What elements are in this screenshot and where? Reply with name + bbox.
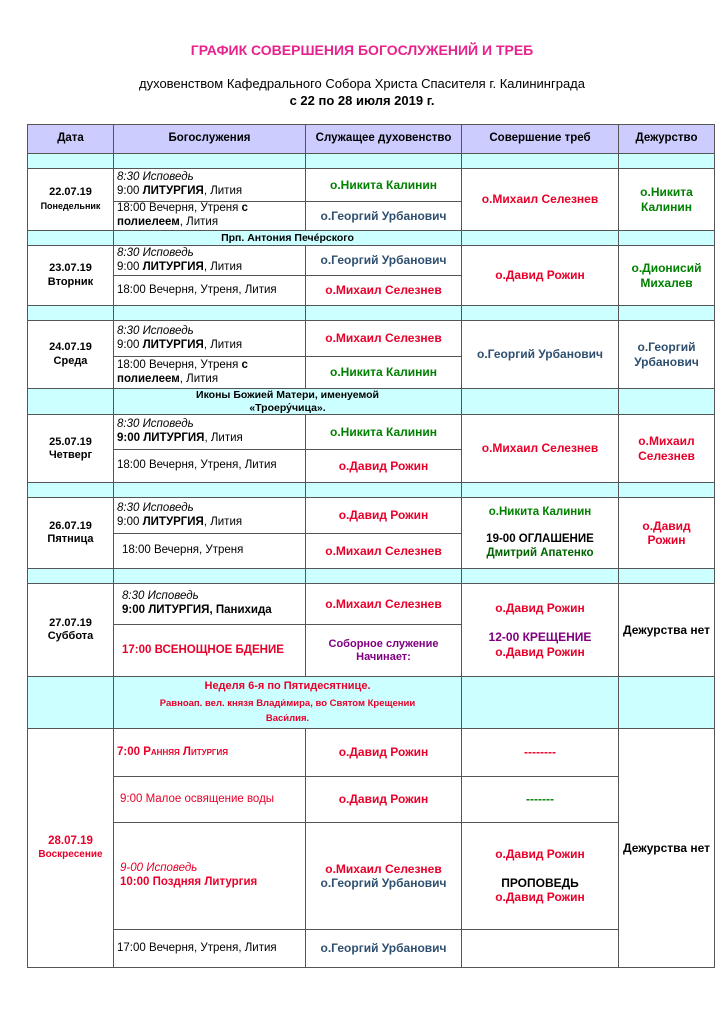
clergy-cell: Соборное служение Начинает:	[306, 625, 462, 677]
table-row	[28, 415, 715, 450]
page-period: с 22 по 28 июля 2019 г.	[289, 93, 435, 108]
clergy-cell: о.Михаил Селезнев	[306, 321, 462, 357]
date-cell: 24.07.19 Среда	[28, 321, 114, 389]
service-cell: 18:00 Вечерня, Утреня с полиелеем, Лития	[114, 357, 306, 389]
rites-cell: о.Михаил Селезнев	[462, 415, 619, 483]
service-cell: 18:00 Вечерня, Утреня, Лития	[114, 450, 306, 483]
rites-cell: о.Георгий Урбанович	[462, 321, 619, 389]
date-cell: 28.07.19 Воскресение	[28, 729, 114, 968]
table-row	[28, 498, 715, 534]
clergy-cell: о.Георгий Урбанович	[306, 202, 462, 231]
clergy-cell: о.Михаил Селезнев о.Георгий Урбанович	[306, 823, 462, 930]
duty-cell: о.Давид Рожин	[619, 498, 715, 569]
service-cell: 8:30 Исповедь 9:00 ЛИТУРГИЯ, Лития	[114, 246, 306, 276]
service-cell: 9:00 Малое освящение воды	[114, 777, 306, 823]
table-row	[28, 823, 715, 930]
rites-cell: -------	[462, 777, 619, 823]
service-cell: 18:00 Вечерня, Утреня с полиелеем, Лития	[114, 202, 306, 231]
rites-cell: о.Давид Рожин	[462, 246, 619, 306]
feast-label: Неделя 6-я по Пятидесятнице. Равноап. вел. князя Влади́мира, во Святом Крещении Васи́лия.	[114, 677, 462, 729]
col-rites: Совершение треб	[462, 125, 619, 154]
table-row	[28, 729, 715, 777]
date-cell: 26.07.19 Пятница	[28, 498, 114, 569]
rites-cell: --------	[462, 729, 619, 777]
feast-row	[28, 231, 715, 246]
service-cell: 8:30 Исповедь 9:00 ЛИТУРГИЯ, Лития	[114, 169, 306, 202]
clergy-cell: о.Давид Рожин	[306, 498, 462, 534]
rites-cell: о.Давид Рожин 12-00 КРЕЩЕНИЕ о.Давид Рожин	[462, 584, 619, 677]
spacer-row	[28, 154, 715, 169]
rites-cell: о.Давид Рожин ПРОПОВЕДЬ о.Давид Рожин	[462, 823, 619, 930]
clergy-cell: о.Никита Калинин	[306, 169, 462, 202]
feast-row	[28, 677, 715, 729]
clergy-cell: о.Никита Калинин	[306, 415, 462, 450]
col-date: Дата	[28, 125, 114, 154]
clergy-cell: о.Давид Рожин	[306, 777, 462, 823]
clergy-cell: о.Михаил Селезнев	[306, 584, 462, 625]
duty-cell: Дежурства нет	[619, 584, 715, 677]
clergy-cell: о.Никита Калинин	[306, 357, 462, 389]
table-row	[28, 246, 715, 276]
duty-cell: о.Никита Калинин	[619, 169, 715, 231]
clergy-cell: о.Георгий Урбанович	[306, 930, 462, 968]
table-row	[28, 777, 715, 823]
col-duty: Дежурство	[619, 125, 715, 154]
date-cell: 23.07.19 Вторник	[28, 246, 114, 306]
clergy-cell: о.Михаил Селезнев	[306, 534, 462, 569]
rites-cell: о.Михаил Селезнев	[462, 169, 619, 231]
table-row	[28, 169, 715, 202]
service-cell: 8:30 Исповедь 9:00 ЛИТУРГИЯ, Лития	[114, 321, 306, 357]
service-cell: 18:00 Вечерня, Утреня, Лития	[114, 276, 306, 306]
feast-label: Иконы Божией Матери, именуемой «Троеру́чица».	[114, 389, 462, 415]
page-title: ГРАФИК СОВЕРШЕНИЯ БОГОСЛУЖЕНИЙ И ТРЕБ	[190, 42, 534, 58]
service-cell: 8:30 Исповедь 9:00 ЛИТУРГИЯ, Лития	[114, 498, 306, 534]
clergy-cell: о.Давид Рожин	[306, 450, 462, 483]
duty-cell: о.Георгий Урбанович	[619, 321, 715, 389]
date-cell: 27.07.19 Суббота	[28, 584, 114, 677]
feast-row	[28, 389, 715, 415]
page-subtitle: духовенством Кафедрального Собора Христа Спасителя г. Калининграда	[139, 76, 585, 91]
table-row	[28, 321, 715, 357]
col-services: Богослужения	[114, 125, 306, 154]
header-row	[28, 125, 715, 154]
service-cell: 8:30 Исповедь 9:00 ЛИТУРГИЯ, Панихида	[114, 584, 306, 625]
clergy-cell: о.Георгий Урбанович	[306, 246, 462, 276]
spacer-row	[28, 569, 715, 584]
duty-cell: о.Михаил Селезнев	[619, 415, 715, 483]
service-cell: 17:00 Вечерня, Утреня, Лития	[114, 930, 306, 968]
table-row	[28, 930, 715, 968]
clergy-cell: о.Михаил Селезнев	[306, 276, 462, 306]
service-cell: 8:30 Исповедь 9:00 ЛИТУРГИЯ, Лития	[114, 415, 306, 450]
rites-cell: о.Никита Калинин 19-00 ОГЛАШЕНИЕ Дмитрий Апатенко	[462, 498, 619, 569]
service-cell: 18:00 Вечерня, Утреня	[114, 534, 306, 569]
spacer-row	[28, 306, 715, 321]
date-cell: 22.07.19 Понедельник	[28, 169, 114, 231]
service-cell: 7:00 Ранняя Литургия	[114, 729, 306, 777]
date-cell: 25.07.19 Четверг	[28, 415, 114, 483]
clergy-cell: о.Давид Рожин	[306, 729, 462, 777]
feast-label: Прп. Антония Печéрского	[114, 231, 462, 246]
spacer-row	[28, 483, 715, 498]
rites-cell	[462, 930, 619, 968]
service-cell: 9-00 Исповедь 10:00 Поздняя Литургия	[114, 823, 306, 930]
duty-cell: Дежурства нет	[619, 729, 715, 968]
duty-cell: о.Дионисий Михалев	[619, 246, 715, 306]
schedule-table	[27, 124, 715, 968]
col-clergy: Служащее духовенство	[306, 125, 462, 154]
service-cell: 17:00 ВСЕНОЩНОЕ БДЕНИЕ	[114, 625, 306, 677]
table-row	[28, 584, 715, 625]
